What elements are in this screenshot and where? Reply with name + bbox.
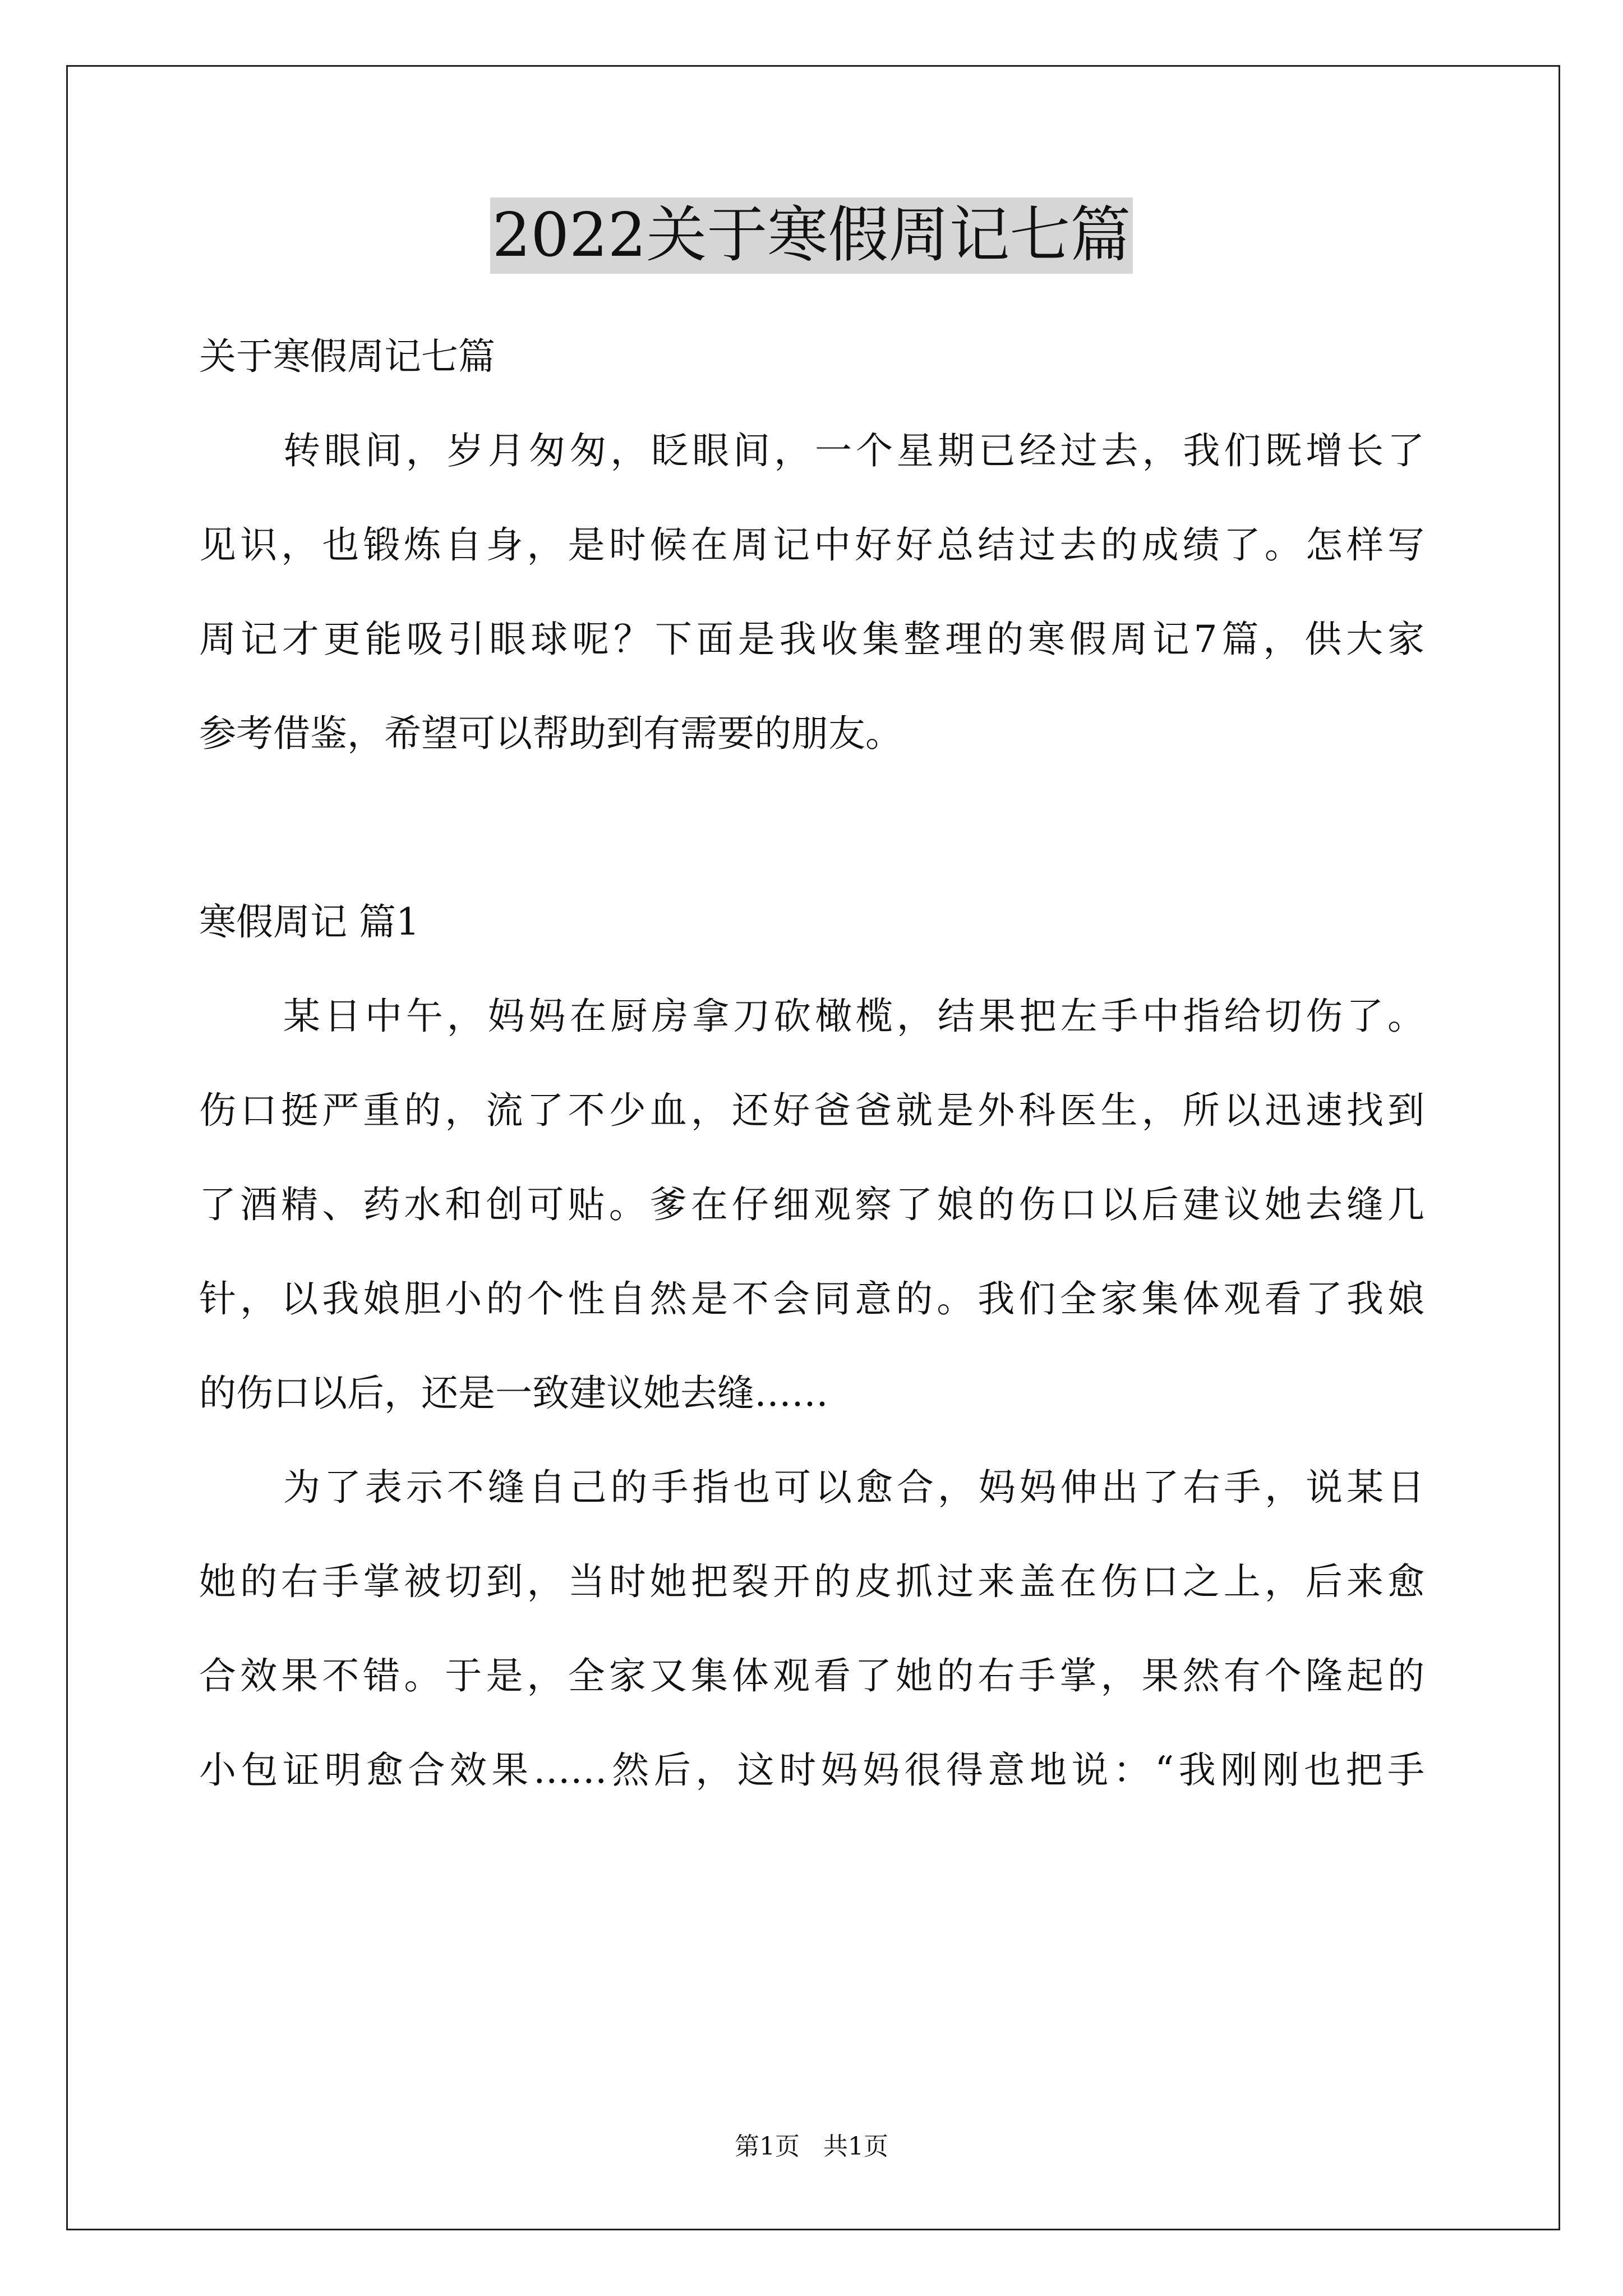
blank-line — [199, 781, 1424, 875]
intro-line: 周记才更能吸引眼球呢？下面是我收集整理的寒假周记7篇，供大家 — [199, 618, 1424, 661]
intro-line: 见识，也锻炼自身，是时候在周记中好好总结过去的成绩了。怎样写 — [199, 523, 1424, 567]
title-container — [0, 197, 1623, 274]
intro-line: 参考借鉴，希望可以帮助到有需要的朋友。 — [199, 712, 902, 755]
body-paragraph-1 — [199, 969, 1424, 1441]
paragraph-line: 伤口挺严重的，流了不少血，还好爸爸就是外科医生，所以迅速找到 — [199, 1089, 1424, 1132]
paragraph-line: 了酒精、药水和创可贴。爹在仔细观察了娘的伤口以后建议她去缝几 — [199, 1183, 1424, 1226]
page-footer — [0, 2130, 1623, 2164]
paragraph-line: 合效果不错。于是，全家又集体观看了她的右手掌，果然有个隆起的 — [199, 1654, 1424, 1697]
section-heading: 寒假周记 篇1 — [199, 900, 419, 944]
page-number: 第1页 — [735, 2132, 800, 2161]
document-subtitle: 关于寒假周记七篇 — [199, 335, 495, 378]
paragraph-line: 的伤口以后，还是一致建议她去缝…… — [199, 1372, 828, 1415]
intro-line: 转眼间，岁月匆匆，眨眼间，一个星期已经过去，我们既增长了 — [283, 429, 1424, 472]
paragraph-line: 小包证明愈合效果……然后，这时妈妈很得意地说：“我刚刚也把手 — [199, 1749, 1424, 1792]
paragraph-line: 针，以我娘胆小的个性自然是不会同意的。我们全家集体观看了我娘 — [199, 1277, 1424, 1320]
document-body — [199, 310, 1424, 1818]
paragraph-line: 她的右手掌被切到，当时她把裂开的皮抓过来盖在伤口之上，后来愈 — [199, 1560, 1424, 1603]
document-title: 2022关于寒假周记七篇 — [490, 197, 1133, 274]
intro-paragraph — [199, 404, 1424, 781]
page-total: 共1页 — [823, 2132, 888, 2161]
paragraph-line: 为了表示不缝自己的手指也可以愈合，妈妈伸出了右手，说某日 — [283, 1466, 1424, 1509]
body-paragraph-2 — [199, 1441, 1424, 1818]
paragraph-line: 某日中午，妈妈在厨房拿刀砍橄榄，结果把左手中指给切伤了。 — [283, 995, 1424, 1038]
